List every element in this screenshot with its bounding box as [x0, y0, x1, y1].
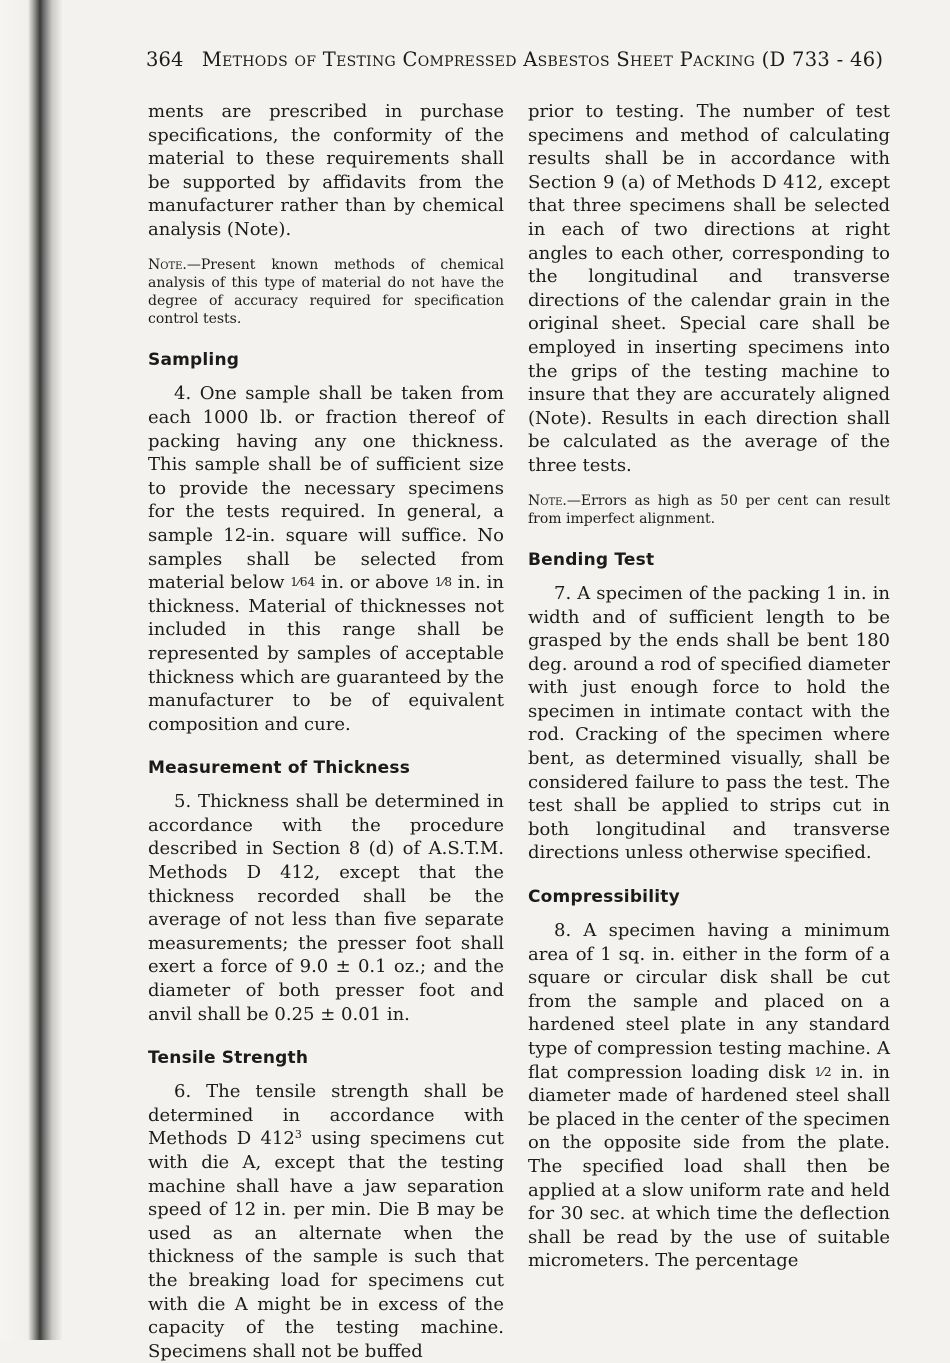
- chemical-analysis-note: [148, 256, 504, 329]
- fraction-one-half: 1⁄2: [814, 1064, 832, 1079]
- section-heading-bending: Bending Test: [528, 549, 655, 570]
- note-text: —Present known methods of chemical analysis of this type of material do not have the degree of accuracy required for specification control tests.: [148, 256, 504, 328]
- section-heading-thickness: Measurement of Thickness: [148, 758, 411, 779]
- continued-paragraph: prior to testing. The number of test specimens and method of calculating results shall be in accordance with Section 9 (a) of Methods D 412, except that three specimens shall be selected in each of two directions at right angles to each other, corresponding to the longitudinal and transverse directions of the calendar grain in the original sheet. Special care shall be employed in inserting specimens into the grips of the testing machine to insure that they are accurately aligned (Note). Results in each direction shall be calculated as the average of the three tests.: [528, 101, 890, 476]
- note-label: Note.: [528, 492, 567, 509]
- section-heading-compressibility: Compressibility: [528, 887, 680, 908]
- section-heading-sampling: Sampling: [148, 350, 240, 371]
- note-label: Note.: [148, 256, 187, 273]
- fraction-one-sixty-fourth: 1⁄64: [290, 575, 316, 590]
- page-number: 364: [146, 48, 184, 71]
- alignment-note: [528, 492, 890, 528]
- header-title: Methods of Testing Compressed Asbestos Sheet Packing (D 733 - 46): [201, 48, 884, 71]
- thickness-paragraph: 5. Thickness shall be determined in accordance with the procedure described in Section 8 (d) of A.S.T.M. Methods D 412, except that the thickness recorded shall be the average of not less than five separate measurements; the presser foot shall exert a force of 9.0 ± 0.1 oz.; and the diameter of both presser foot and anvil shall be 0.25 ± 0.01 in.: [148, 791, 504, 1025]
- section-heading-tensile: Tensile Strength: [148, 1048, 309, 1069]
- fraction-one-eighth: 1⁄8: [434, 575, 453, 590]
- compressibility-paragraph: 8. A specimen having a minimum area of 1 sq. in. either in the form of a square or circular disk shall be cut from the sample and placed on a hardened steel plate in any standard type of compression testing machine. A flat compression loading disk 1⁄2 in. in diameter made of hardened steel shall be placed in the center of the specimen on the opposite side from the plate. The specified load shall then be applied at a slow uniform rate and held for 30 sec. at which time the deflection shall be read by the use of suitable micrometers. The percentage: [528, 920, 890, 1272]
- footnote-ref: 3: [294, 1128, 302, 1142]
- book-spine-shadow: [0, 0, 62, 1340]
- tensile-paragraph: 6. The tensile strength shall be determined in accordance with Methods D $412^3$ using specimens cut with die A, except that the testing machine shall have a jaw separation speed of 12 in. per min. Die B may be used as an alternate when the thickness of the sample is such that the breaking load for specimens cut with die A might be in excess of the capacity of the testing machine. Specimens shall not be buffed: [148, 1081, 504, 1362]
- intro-paragraph: ments are prescribed in purchase specifications, the conformity of the material to these requirements shall be supported by affidavits from the manufacturer rather than by chemical analysis (Note).: [148, 101, 504, 240]
- note-text: —Errors as high as 50 per cent can result from imperfect alignment.: [528, 492, 890, 527]
- running-header: [146, 48, 886, 71]
- left-column: [148, 100, 504, 1363]
- sampling-paragraph: 4. One sample shall be taken from each 1000 lb. or fraction thereof of packing having any one thickness. This sample shall be of sufficient size to provide the necessary specimens for the tests required. In general, a sample 12-in. square will suffice. No samples shall be selected from material below 1⁄64 in. or above 1⁄8 in. in thickness. Material of thicknesses not included in this range shall be represented by samples of acceptable thickness which are guaranteed by the manufacturer to be of equivalent composition and cure.: [148, 383, 504, 735]
- bending-paragraph: 7. A specimen of the packing 1 in. in width and of sufficient length to be grasped by the ends shall be bent 180 deg. around a rod of specified diameter with just enough force to hold the specimen in intimate contact with the rod. Cracking of the specimen where bent, as determined visually, shall be considered failure to pass the test. The test shall be applied to strips cut in both longitudinal and transverse directions unless otherwise specified.: [528, 582, 890, 864]
- right-column: [528, 100, 890, 1273]
